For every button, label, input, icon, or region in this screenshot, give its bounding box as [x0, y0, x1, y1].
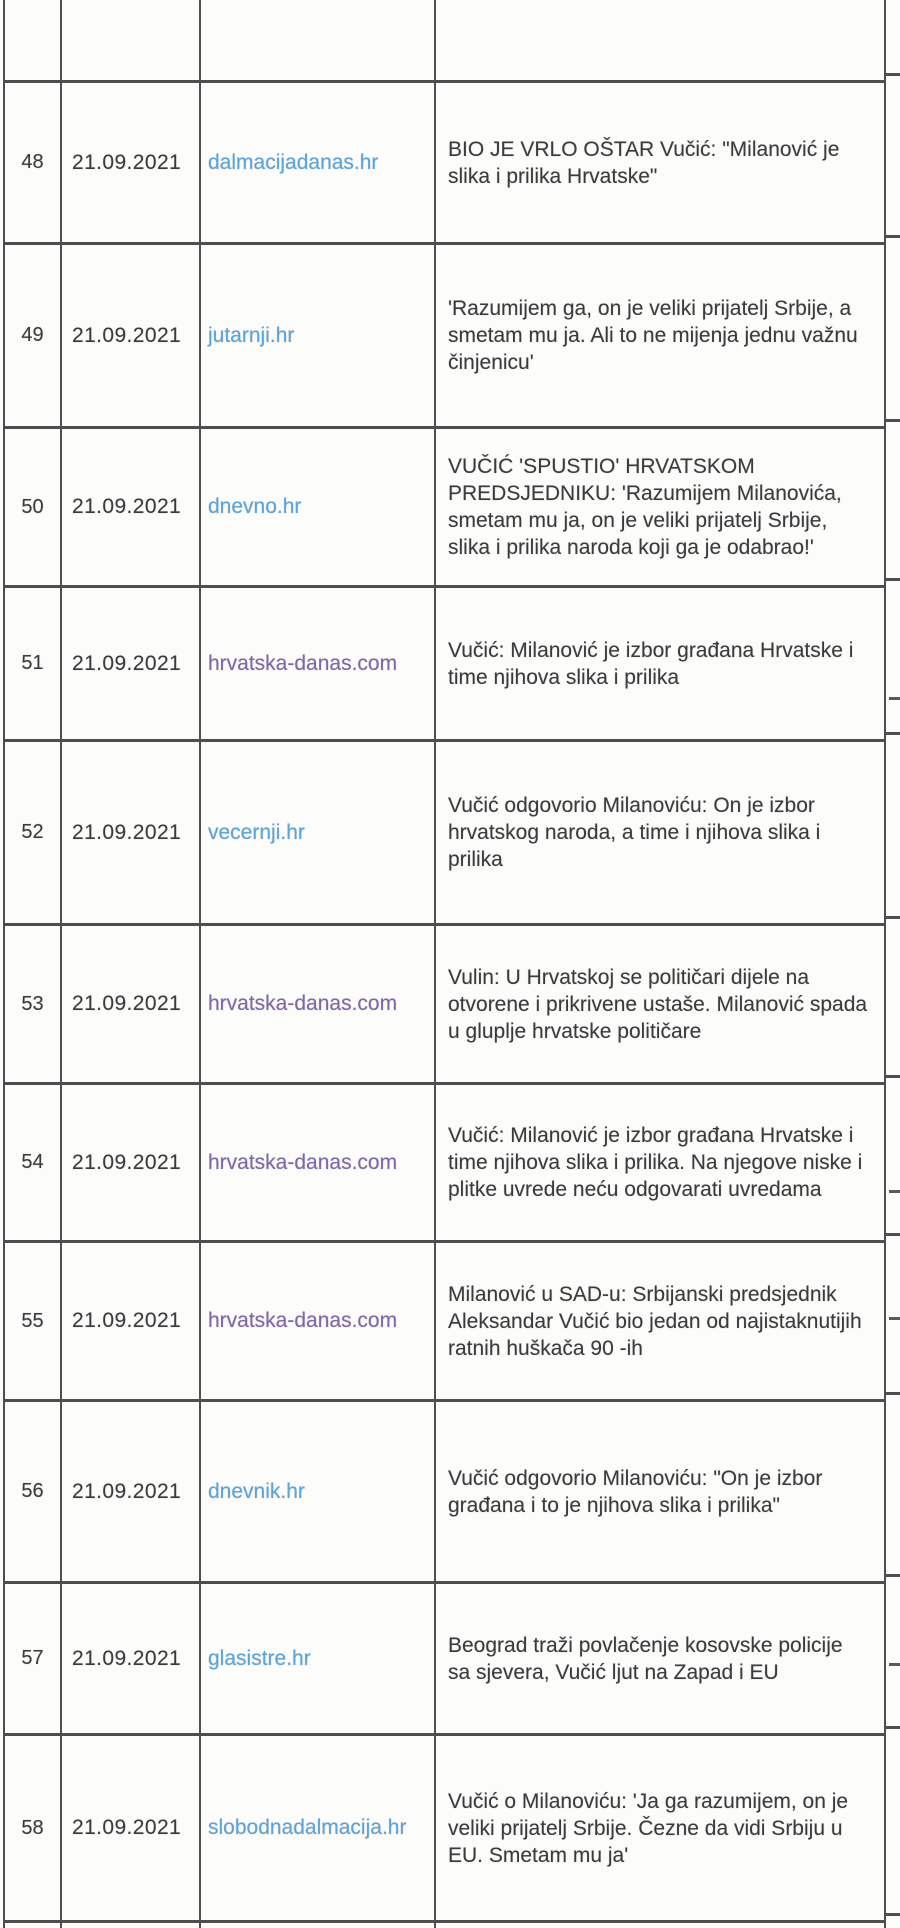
row-number: 54: [5, 1085, 62, 1240]
cut-column-text-fragment: [889, 1663, 900, 1666]
article-date: 21.09.2021: [62, 83, 201, 242]
cut-column-text-fragment: [889, 1317, 900, 1320]
article-date: 21.09.2021: [62, 742, 201, 923]
cut-column-border-stub: [886, 419, 900, 422]
news-articles-table: [3, 0, 886, 1928]
source-link[interactable]: vecernji.hr: [201, 742, 436, 923]
source-link: [201, 0, 436, 80]
headline-text: [436, 1923, 886, 1928]
table-row: [5, 1736, 886, 1923]
headline-text: VUČIĆ 'SPUSTIO' HRVATSKOM PREDSJEDNIKU: 'Razumijem Milanovića, smetam mu ja, on je veliki prijatelj Srbije, slika i prilika naroda koji ga je odabrao!': [436, 429, 886, 585]
cut-column-border-stub: [886, 1726, 900, 1729]
article-date: [62, 1923, 201, 1928]
source-link[interactable]: hrvatska-danas.com: [201, 588, 436, 739]
table-row: [5, 1584, 886, 1736]
headline-text: Milanović u SAD-u: Srbijanski predsjednik Aleksandar Vučić bio jedan od najistaknutijih ratnih huškača 90 -ih: [436, 1243, 886, 1399]
cut-column-border-stub: [886, 732, 900, 735]
cut-column-border-stub: [886, 916, 900, 919]
article-date: 21.09.2021: [62, 1243, 201, 1399]
article-date: 21.09.2021: [62, 1402, 201, 1581]
headline-text: Vučić: Milanović je izbor građana Hrvatske i time njihova slika i prilika: [436, 588, 886, 739]
source-link[interactable]: hrvatska-danas.com: [201, 926, 436, 1082]
article-date: 21.09.2021: [62, 1736, 201, 1920]
table-row: [5, 83, 886, 245]
table-row: [5, 926, 886, 1085]
article-date: 21.09.2021: [62, 926, 201, 1082]
source-link[interactable]: dnevnik.hr: [201, 1402, 436, 1581]
cut-column-border-stub: [886, 1392, 900, 1395]
table-row-partial: [5, 0, 886, 83]
cut-column-border-stub: [886, 1574, 900, 1577]
headline-text: BIO JE VRLO OŠTAR Vučić: "Milanović je slika i prilika Hrvatske": [436, 83, 886, 242]
headline-text: Vučić: Milanović je izbor građana Hrvatske i time njihova slika i prilika. Na njegove niske i plitke uvrede neću odgovarati uvredama: [436, 1085, 886, 1240]
row-number: 57: [5, 1584, 62, 1733]
headline-text: Vulin: U Hrvatskoj se političari dijele na otvorene i prikrivene ustaše. Milanović spada u gluplje hrvatske političare: [436, 926, 886, 1082]
table-row: [5, 429, 886, 588]
table-row: [5, 1085, 886, 1243]
headline-text: [436, 0, 886, 80]
row-number: 48: [5, 83, 62, 242]
cut-column-text-fragment: [889, 1190, 900, 1193]
cut-column-border-stub: [886, 1913, 900, 1916]
cut-column-border-stub: [886, 1075, 900, 1078]
row-number: 51: [5, 588, 62, 739]
source-link[interactable]: hrvatska-danas.com: [201, 1085, 436, 1240]
row-number: 52: [5, 742, 62, 923]
row-number: 56: [5, 1402, 62, 1581]
article-date: 21.09.2021: [62, 1584, 201, 1733]
table-row: [5, 742, 886, 926]
row-number: [5, 1923, 62, 1928]
cut-column-border-stub: [886, 578, 900, 581]
headline-text: Beograd traži povlačenje kosovske policije sa sjevera, Vučić ljut na Zapad i EU: [436, 1584, 886, 1733]
headline-text: 'Razumijem ga, on je veliki prijatelj Srbije, a smetam mu ja. Ali to ne mijenja jednu važnu činjenicu': [436, 245, 886, 426]
row-number: 53: [5, 926, 62, 1082]
article-date: [62, 0, 201, 80]
row-number: [5, 0, 62, 80]
source-link[interactable]: jutarnji.hr: [201, 245, 436, 426]
table-row: [5, 1243, 886, 1402]
cut-column-text-fragment: [889, 697, 900, 700]
table-row: [5, 245, 886, 429]
table-row: [5, 588, 886, 742]
cut-column-border-stub: [886, 1233, 900, 1236]
source-link[interactable]: glasistre.hr: [201, 1584, 436, 1733]
table-row: [5, 1402, 886, 1584]
source-link[interactable]: dalmacijadanas.hr: [201, 83, 436, 242]
source-link: [201, 1923, 436, 1928]
article-date: 21.09.2021: [62, 245, 201, 426]
article-date: 21.09.2021: [62, 429, 201, 585]
headline-text: Vučić o Milanoviću: 'Ja ga razumijem, on je veliki prijatelj Srbije. Čezne da vidi Srbiju u EU. Smetam mu ja': [436, 1736, 886, 1920]
table-row-partial: [5, 1923, 886, 1928]
source-link[interactable]: slobodnadalmacija.hr: [201, 1736, 436, 1920]
row-number: 55: [5, 1243, 62, 1399]
article-date: 21.09.2021: [62, 588, 201, 739]
row-number: 49: [5, 245, 62, 426]
source-link[interactable]: dnevno.hr: [201, 429, 436, 585]
row-number: 58: [5, 1736, 62, 1920]
source-link[interactable]: hrvatska-danas.com: [201, 1243, 436, 1399]
row-number: 50: [5, 429, 62, 585]
article-date: 21.09.2021: [62, 1085, 201, 1240]
cut-column-border-stub: [886, 235, 900, 238]
cut-column-border-stub: [886, 73, 900, 76]
headline-text: Vučić odgovorio Milanoviću: On je izbor hrvatskog naroda, a time i njihova slika i prilika: [436, 742, 886, 923]
headline-text: Vučić odgovorio Milanoviću: "On je izbor građana i to je njihova slika i prilika": [436, 1402, 886, 1581]
